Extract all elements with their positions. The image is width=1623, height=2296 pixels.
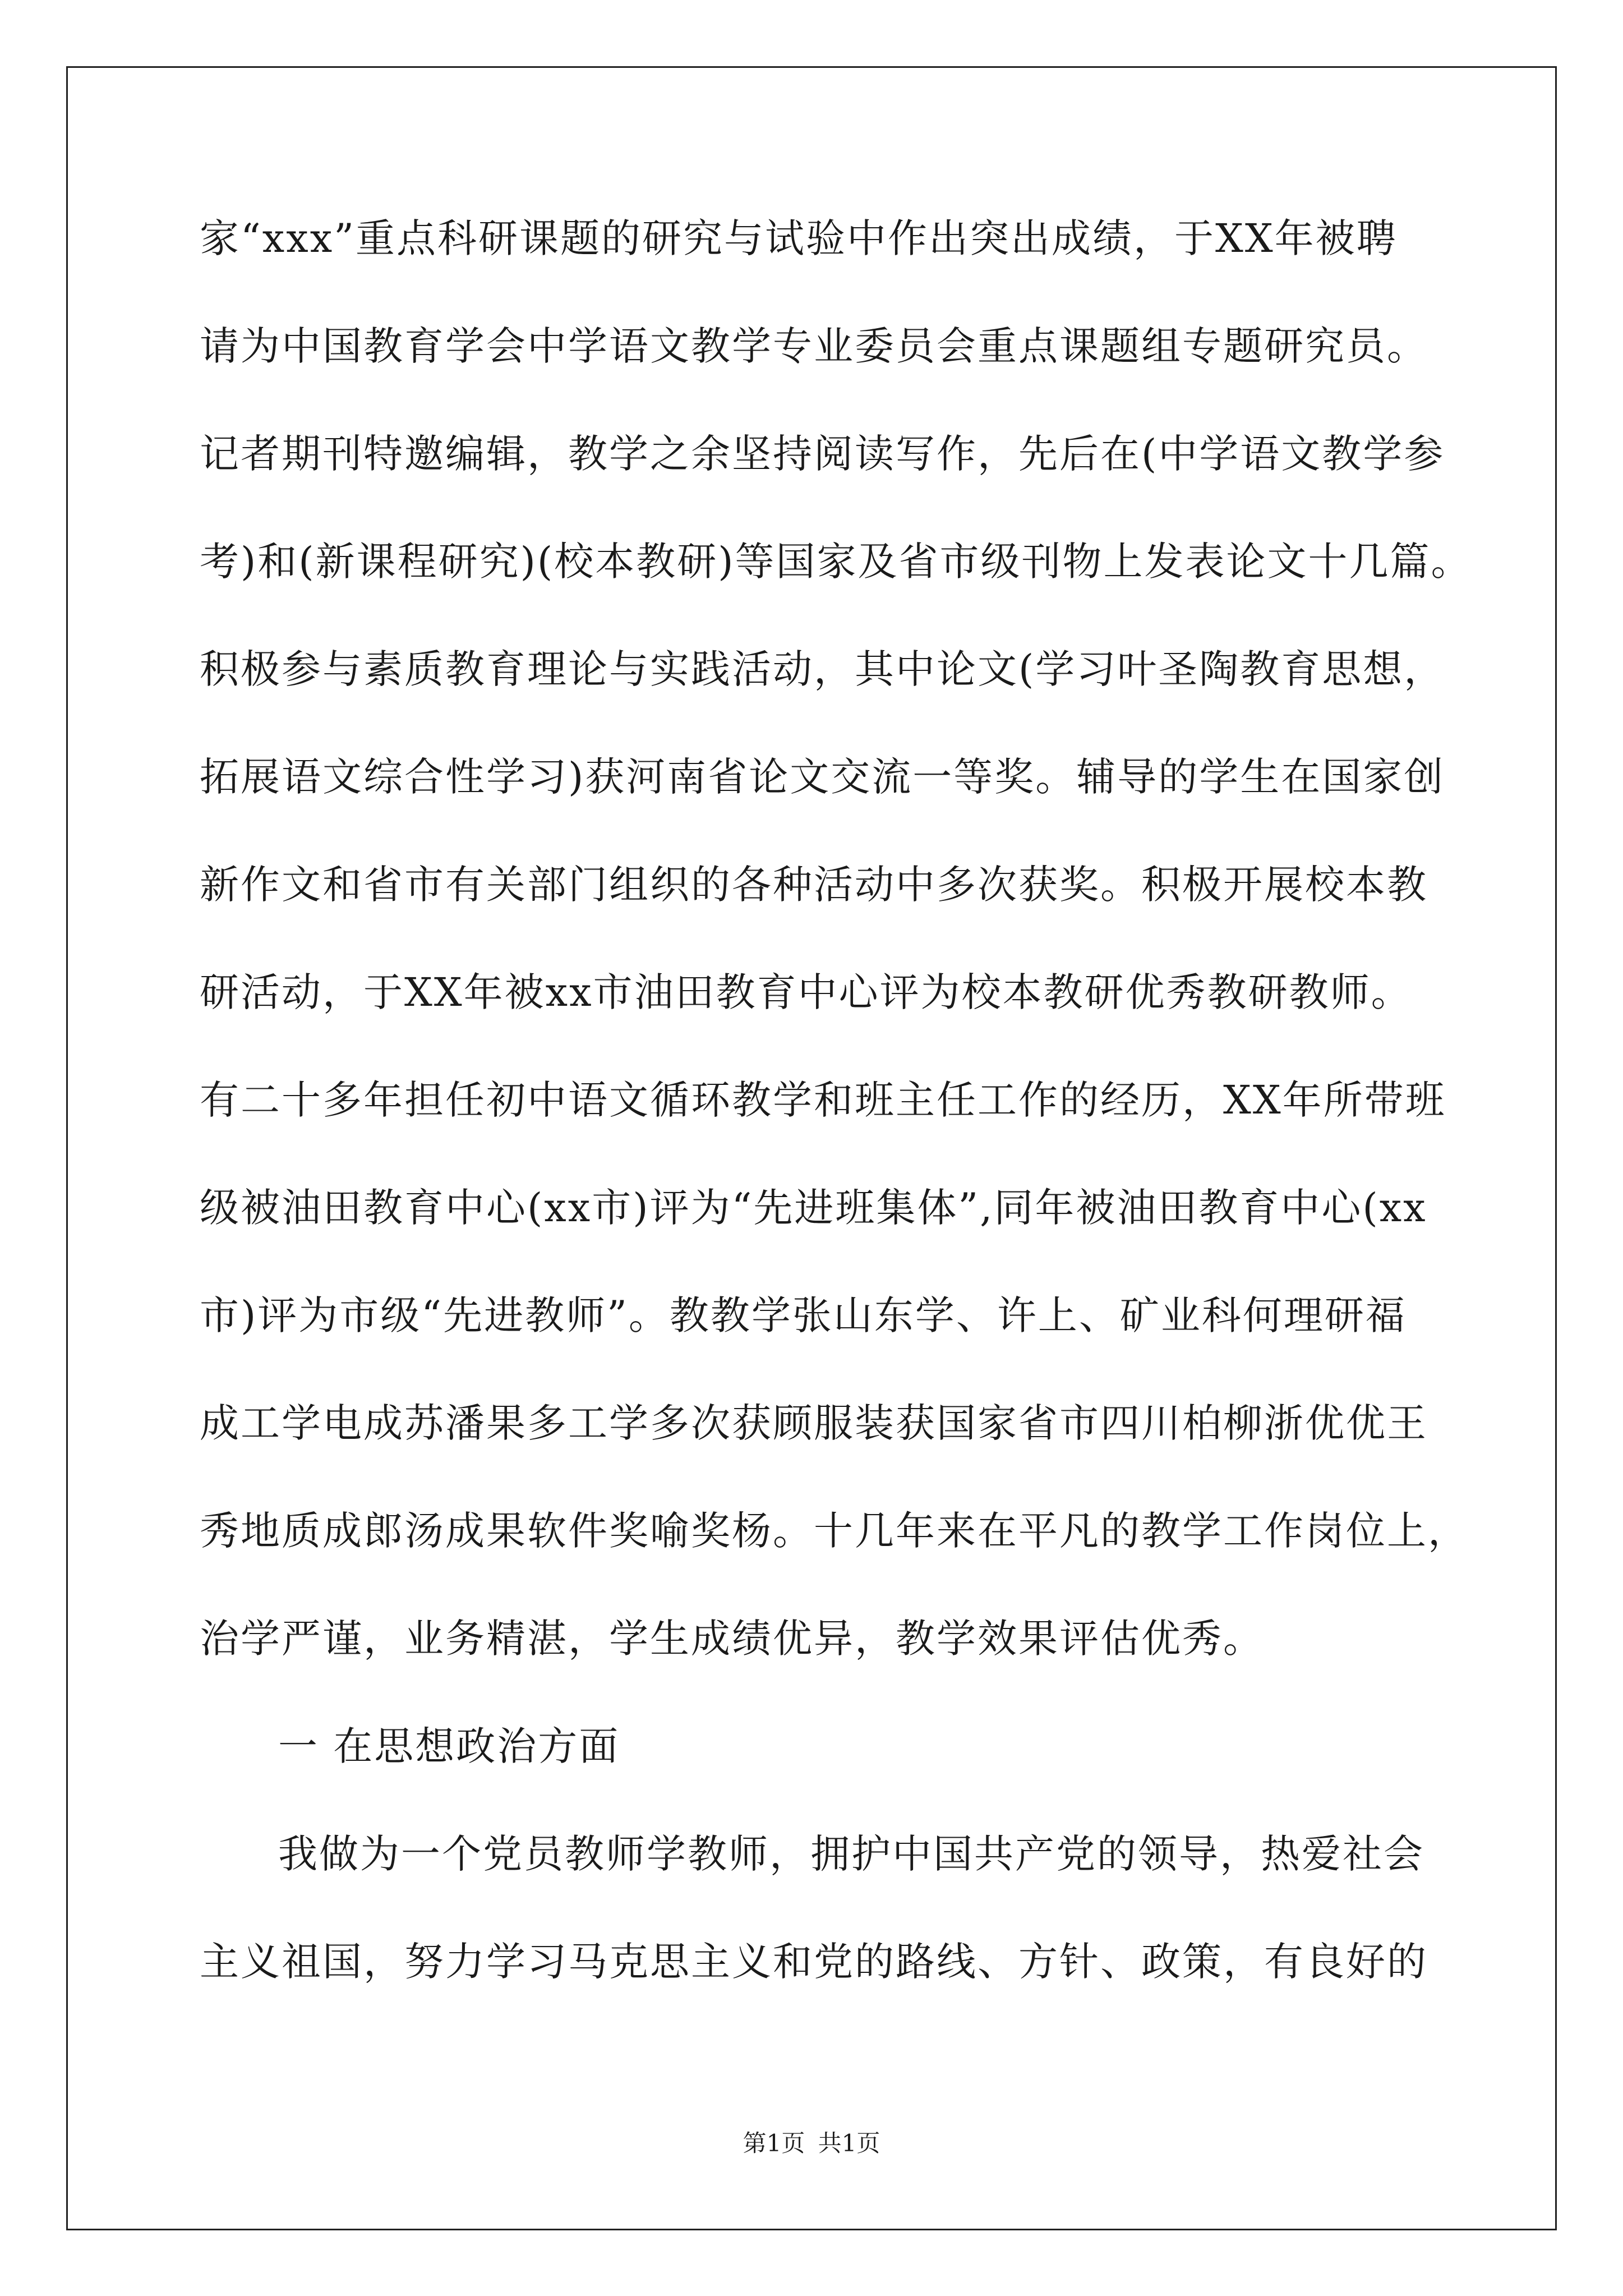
text-line-4: 考)和(新课程研究)(校本教研)等国家及省市级刊物上发表论文十几篇。	[200, 539, 1472, 585]
text-line-8: 研活动，于XX年被xx市油田教育中心评为校本教研优秀教研教师。	[200, 969, 1412, 1015]
text-line-5: 积极参与素质教育理论与实践活动，其中论文(学习叶圣陶教育思想，	[200, 646, 1445, 692]
paragraph-line-2: 主义祖国，努力学习马克思主义和党的路线、方针、政策，有良好的	[200, 1939, 1428, 1985]
text-line-6: 拓展语文综合性学习)获河南省论文交流一等奖。辅导的学生在国家创	[200, 754, 1445, 800]
text-line-7: 新作文和省市有关部门组织的各种活动中多次获奖。积极开展校本教	[200, 862, 1428, 908]
document-body	[200, 215, 1472, 2050]
text-line-14: 治学严谨，业务精湛，学生成绩优异，教学效果评估优秀。	[200, 1616, 1264, 1662]
text-line-10: 级被油田教育中心(xx市)评为“先进班集体”,同年被油田教育中心(xx	[200, 1185, 1427, 1231]
text-line-12: 成工学电成苏潘果多工学多次获顾服装获国家省市四川柏柳浙优优王	[200, 1400, 1428, 1446]
text-line-3: 记者期刊特邀编辑，教学之余坚持阅读写作，先后在(中学语文教学参	[200, 431, 1445, 477]
page-number-footer: 第1页 共1页	[743, 2129, 880, 2157]
text-line-2: 请为中国教育学会中学语文教学专业委员会重点课题组专题研究员。	[200, 323, 1428, 369]
text-line-9: 有二十多年担任初中语文循环教学和班主任工作的经历，XX年所带班	[200, 1077, 1446, 1123]
section-heading: 一 在思想政治方面	[278, 1723, 620, 1769]
text-line-13: 秀地质成郎汤成果软件奖喻奖杨。十几年来在平凡的教学工作岗位上，	[200, 1508, 1469, 1554]
text-line-11: 市)评为市级“先进教师”。教教学张山东学、许上、矿业科何理研福	[200, 1292, 1407, 1338]
text-line-1: 家“xxx”重点科研课题的研究与试验中作出突出成绩，于XX年被聘	[200, 215, 1398, 261]
paragraph-line-1: 我做为一个党员教师学教师，拥护中国共产党的领导，热爱社会	[278, 1831, 1424, 1877]
